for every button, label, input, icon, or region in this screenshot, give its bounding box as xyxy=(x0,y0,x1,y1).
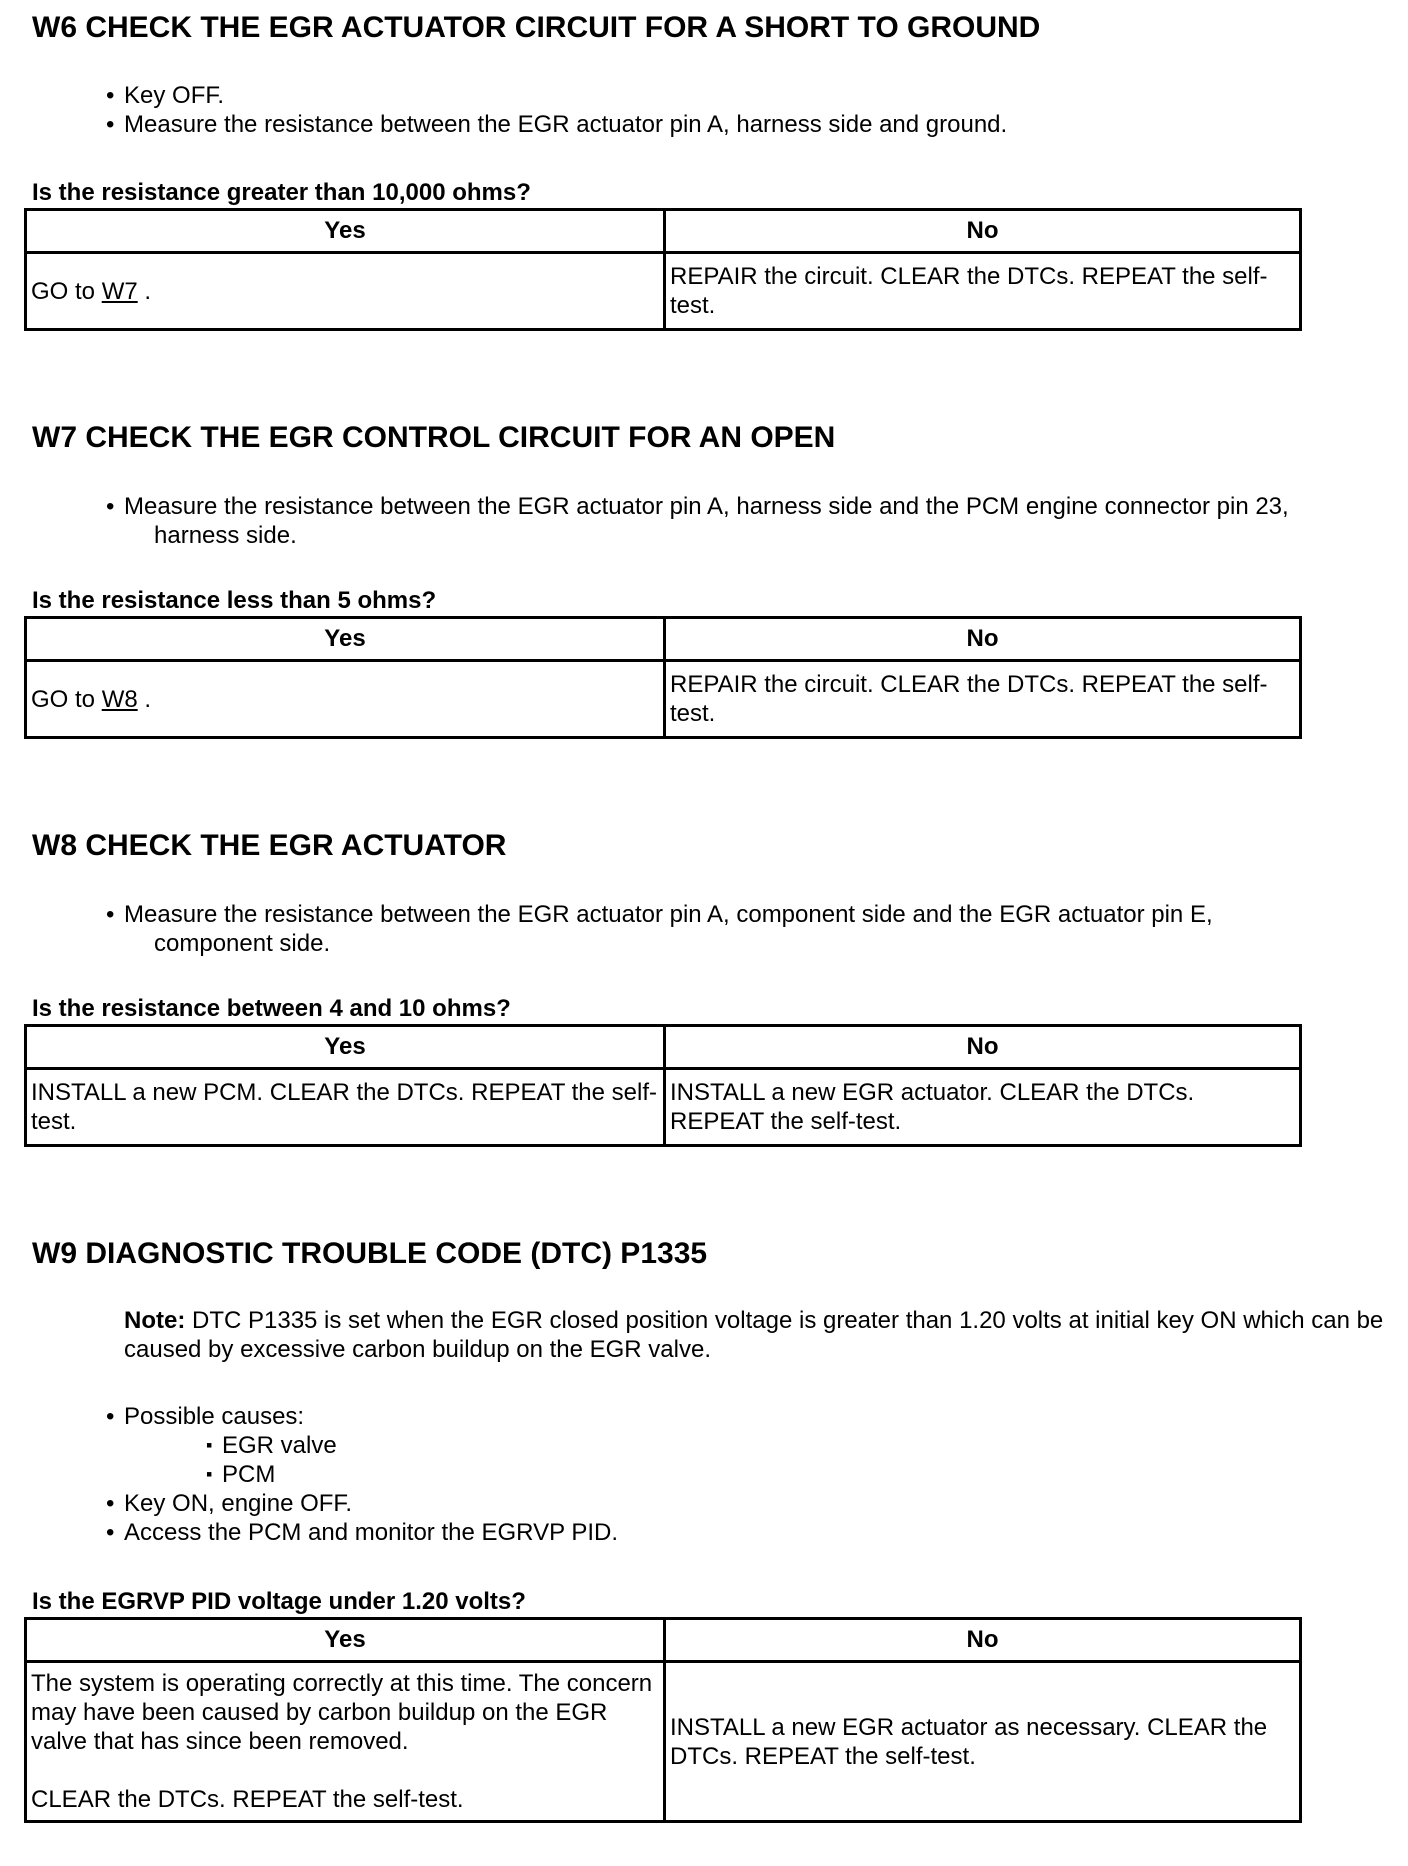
bullet-item: • Measure the resistance between the EGR actuator pin A, harness side and ground. xyxy=(106,110,1007,139)
step-w9-question: Is the EGRVP PID voltage under 1.20 volts? xyxy=(32,1588,526,1615)
cause-item: ▪ EGR valve xyxy=(206,1431,618,1460)
yes-text: GO to xyxy=(31,685,102,713)
step-w9-bullets xyxy=(106,1402,618,1547)
bullet-line-continued: component side. xyxy=(154,930,331,957)
yes-text: GO to xyxy=(31,277,102,305)
yes-cell xyxy=(26,253,665,330)
step-w8-bullets xyxy=(106,900,1213,958)
no-header: No xyxy=(665,210,1301,253)
step-w7-answer-table xyxy=(24,616,1302,739)
step-w6-title: W6 CHECK THE EGR ACTUATOR CIRCUIT FOR A SHORT TO GROUND xyxy=(32,11,1041,44)
yes-suffix: . xyxy=(137,277,152,305)
step-w9-note xyxy=(124,1306,1384,1364)
bullet-item: • Access the PCM and monitor the EGRVP PID. xyxy=(106,1518,618,1547)
step-w6-bullets xyxy=(106,81,1007,139)
yes-cell xyxy=(26,1662,665,1822)
step-w6-question: Is the resistance greater than 10,000 ohms? xyxy=(32,179,531,206)
goto-w7-link[interactable]: W7 xyxy=(101,277,138,305)
yes-cell: INSTALL a new PCM. CLEAR the DTCs. REPEAT the self-test. xyxy=(26,1069,665,1146)
step-w9-title: W9 DIAGNOSTIC TROUBLE CODE (DTC) P1335 xyxy=(32,1237,708,1270)
bullet-item: • Key OFF. xyxy=(106,81,1007,110)
bullet-line: Measure the resistance between the EGR actuator pin A, component side and the EGR actuator pin E, xyxy=(124,901,1213,928)
bullet-item xyxy=(106,900,1213,958)
step-w7-question: Is the resistance less than 5 ohms? xyxy=(32,587,437,614)
yes-suffix: . xyxy=(137,685,152,713)
yes-text: The system is operating correctly at this time. The concern may have been caused by carbon buildup on the EGR valve that has since been removed. xyxy=(31,1670,653,1755)
yes-header: Yes xyxy=(26,210,665,253)
no-cell: INSTALL a new EGR actuator as necessary. CLEAR the DTCs. REPEAT the self-test. xyxy=(665,1662,1301,1822)
yes-header: Yes xyxy=(26,618,665,661)
step-w7-bullets xyxy=(106,492,1289,550)
goto-w8-link[interactable]: W8 xyxy=(101,685,138,713)
yes-header: Yes xyxy=(26,1619,665,1662)
step-w7-title: W7 CHECK THE EGR CONTROL CIRCUIT FOR AN OPEN xyxy=(32,421,836,454)
bullet-line: Possible causes: xyxy=(124,1403,305,1430)
cause-item: ▪ PCM xyxy=(206,1460,618,1489)
yes-text-2: CLEAR the DTCs. REPEAT the self-test. xyxy=(31,1786,464,1813)
bullet-item xyxy=(106,1402,618,1489)
step-w8-question: Is the resistance between 4 and 10 ohms? xyxy=(32,995,511,1022)
step-w8-answer-table xyxy=(24,1024,1302,1147)
step-w8-title: W8 CHECK THE EGR ACTUATOR xyxy=(32,829,507,862)
causes-list xyxy=(124,1431,618,1489)
bullet-item: • Key ON, engine OFF. xyxy=(106,1489,618,1518)
no-cell: REPAIR the circuit. CLEAR the DTCs. REPEAT the self-test. xyxy=(665,253,1301,330)
bullet-line: Measure the resistance between the EGR actuator pin A, harness side and the PCM engine connector pin 23, xyxy=(124,493,1289,520)
bullet-line-continued: harness side. xyxy=(154,522,297,549)
yes-cell xyxy=(26,661,665,738)
note-label: Note: xyxy=(124,1307,186,1334)
no-header: No xyxy=(665,618,1301,661)
no-header: No xyxy=(665,1619,1301,1662)
step-w9-answer-table xyxy=(24,1617,1302,1823)
step-w6-answer-table xyxy=(24,208,1302,331)
no-cell: INSTALL a new EGR actuator. CLEAR the DTCs. REPEAT the self-test. xyxy=(665,1069,1301,1146)
no-header: No xyxy=(665,1026,1301,1069)
bullet-item xyxy=(106,492,1289,550)
note-text: DTC P1335 is set when the EGR closed position voltage is greater than 1.20 volts at initial key ON which can be caused by excessive carbon buildup on the EGR valve. xyxy=(124,1307,1384,1363)
no-cell: REPAIR the circuit. CLEAR the DTCs. REPEAT the self-test. xyxy=(665,661,1301,738)
yes-header: Yes xyxy=(26,1026,665,1069)
